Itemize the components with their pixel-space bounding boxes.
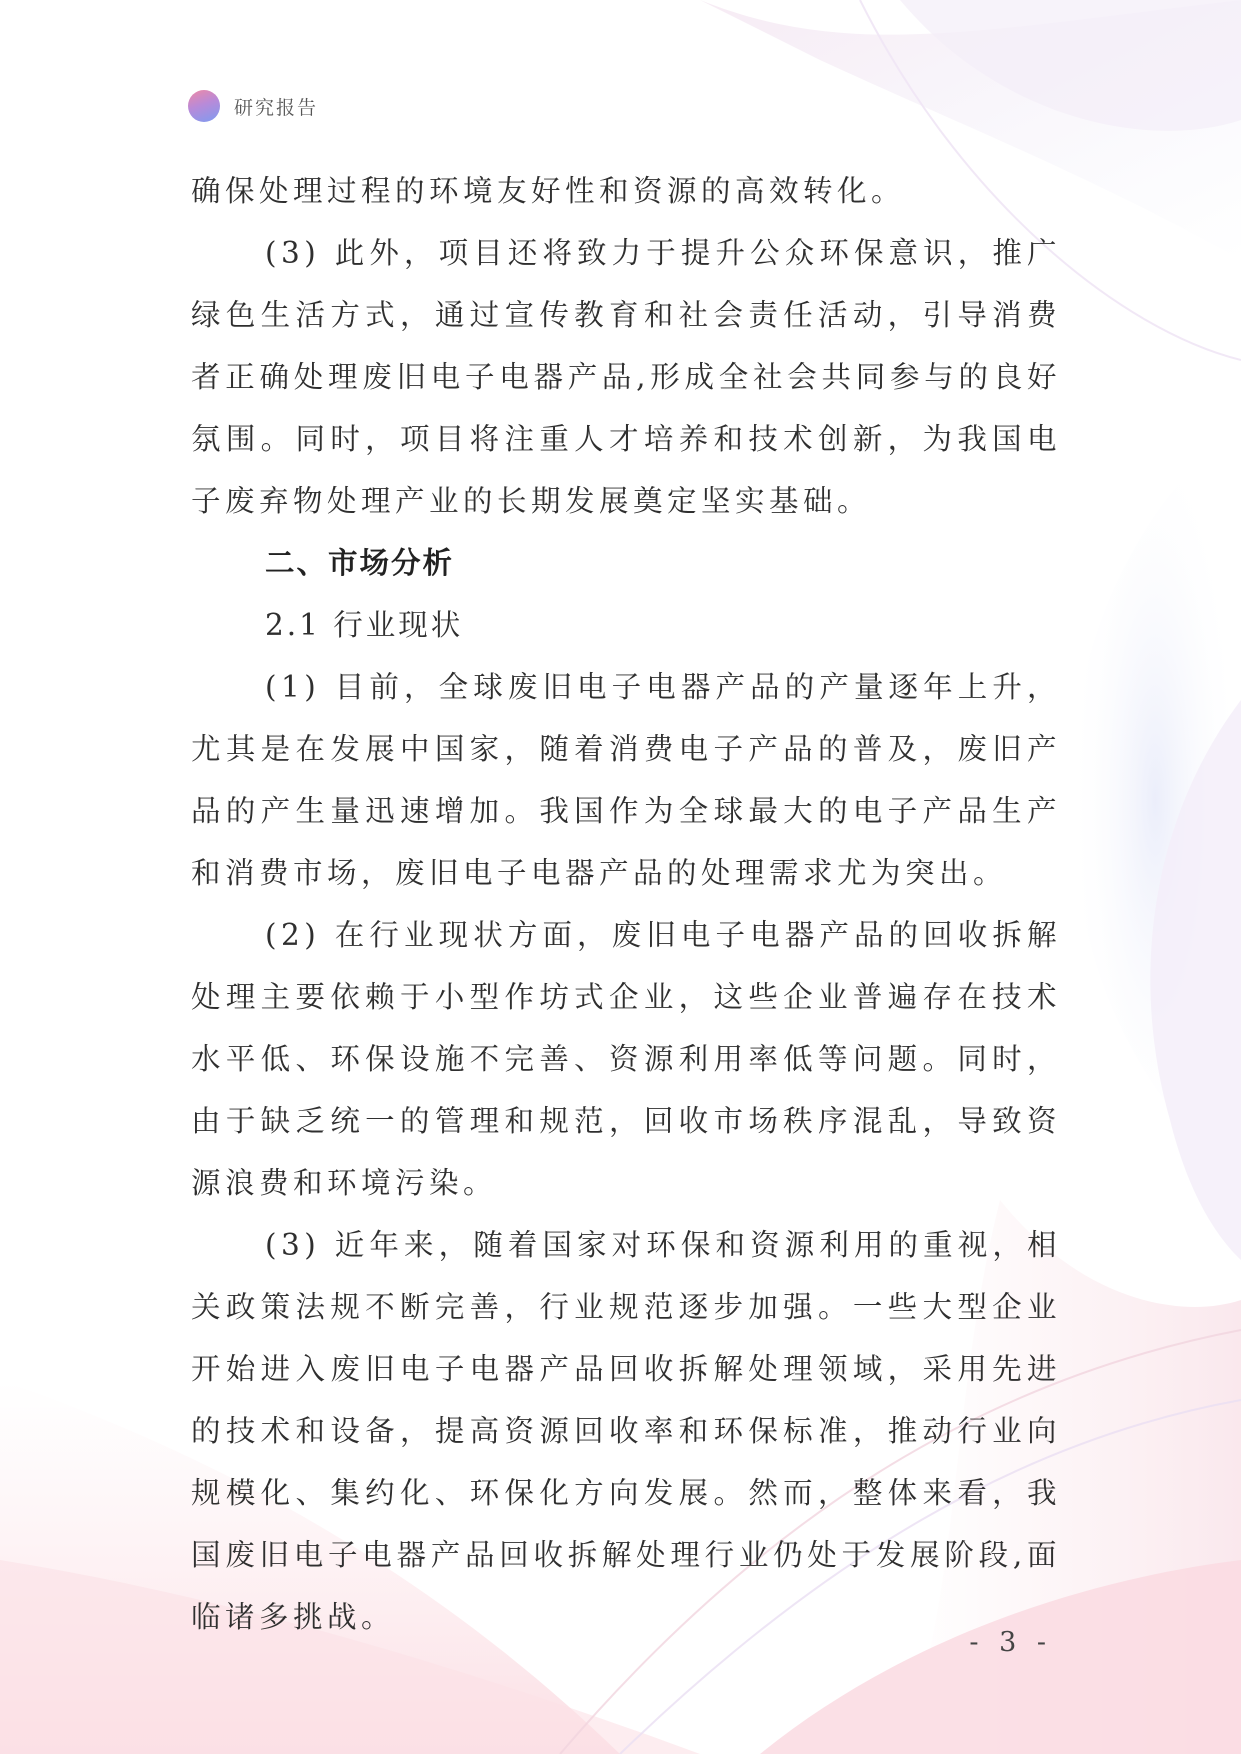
- header-title: 研究报告: [234, 96, 319, 119]
- page-number: - 3 -: [969, 1627, 1052, 1658]
- paragraph-2: (2) 在行业现状方面，废旧电子电器产品的回收拆解处理主要依赖于小型作坊式企业，这些企业普遍存在技术水平低、环保设施不完善、资源利用率低等问题。同时，由于缺乏统一的管理和规范，回收市场秩序混乱，导致资源浪费和环境污染。: [191, 918, 1061, 1200]
- section-heading: 二、市场分析: [265, 546, 455, 580]
- paragraph-1: (1) 目前，全球废旧电子电器产品的产量逐年上升，尤其是在发展中国家，随着消费电子产品的普及，废旧产品的产生量迅速增加。我国作为全球最大的电子产品生产和消费市场，废旧电子电器产品的处理需求尤为突出。: [191, 670, 1061, 890]
- subsection-heading: 2.1 行业现状: [265, 608, 464, 642]
- paragraph-3-intro: (3) 此外，项目还将致力于提升公众环保意识，推广绿色生活方式，通过宣传教育和社会责任活动，引导消费者正确处理废旧电子电器产品,形成全社会共同参与的良好氛围。同时，项目将注重人才培养和技术创新，为我国电子废弃物处理产业的长期发展奠定坚实基础。: [191, 236, 1061, 518]
- document-header: [188, 89, 318, 123]
- document-body: [191, 160, 1061, 1648]
- paragraph-continued: 确保处理过程的环境友好性和资源的高效转化。: [191, 174, 906, 208]
- paragraph-3: (3) 近年来，随着国家对环保和资源利用的重视，相关政策法规不断完善，行业规范逐步加强。一些大型企业开始进入废旧电子电器产品回收拆解处理领域，采用先进的技术和设备，提高资源回收率和环保标准，推动行业向规模化、集约化、环保化方向发展。然而，整体来看，我国废旧电子电器产品回收拆解处理行业仍处于发展阶段,面临诸多挑战。: [191, 1228, 1061, 1634]
- logo-circle-icon: [188, 90, 220, 122]
